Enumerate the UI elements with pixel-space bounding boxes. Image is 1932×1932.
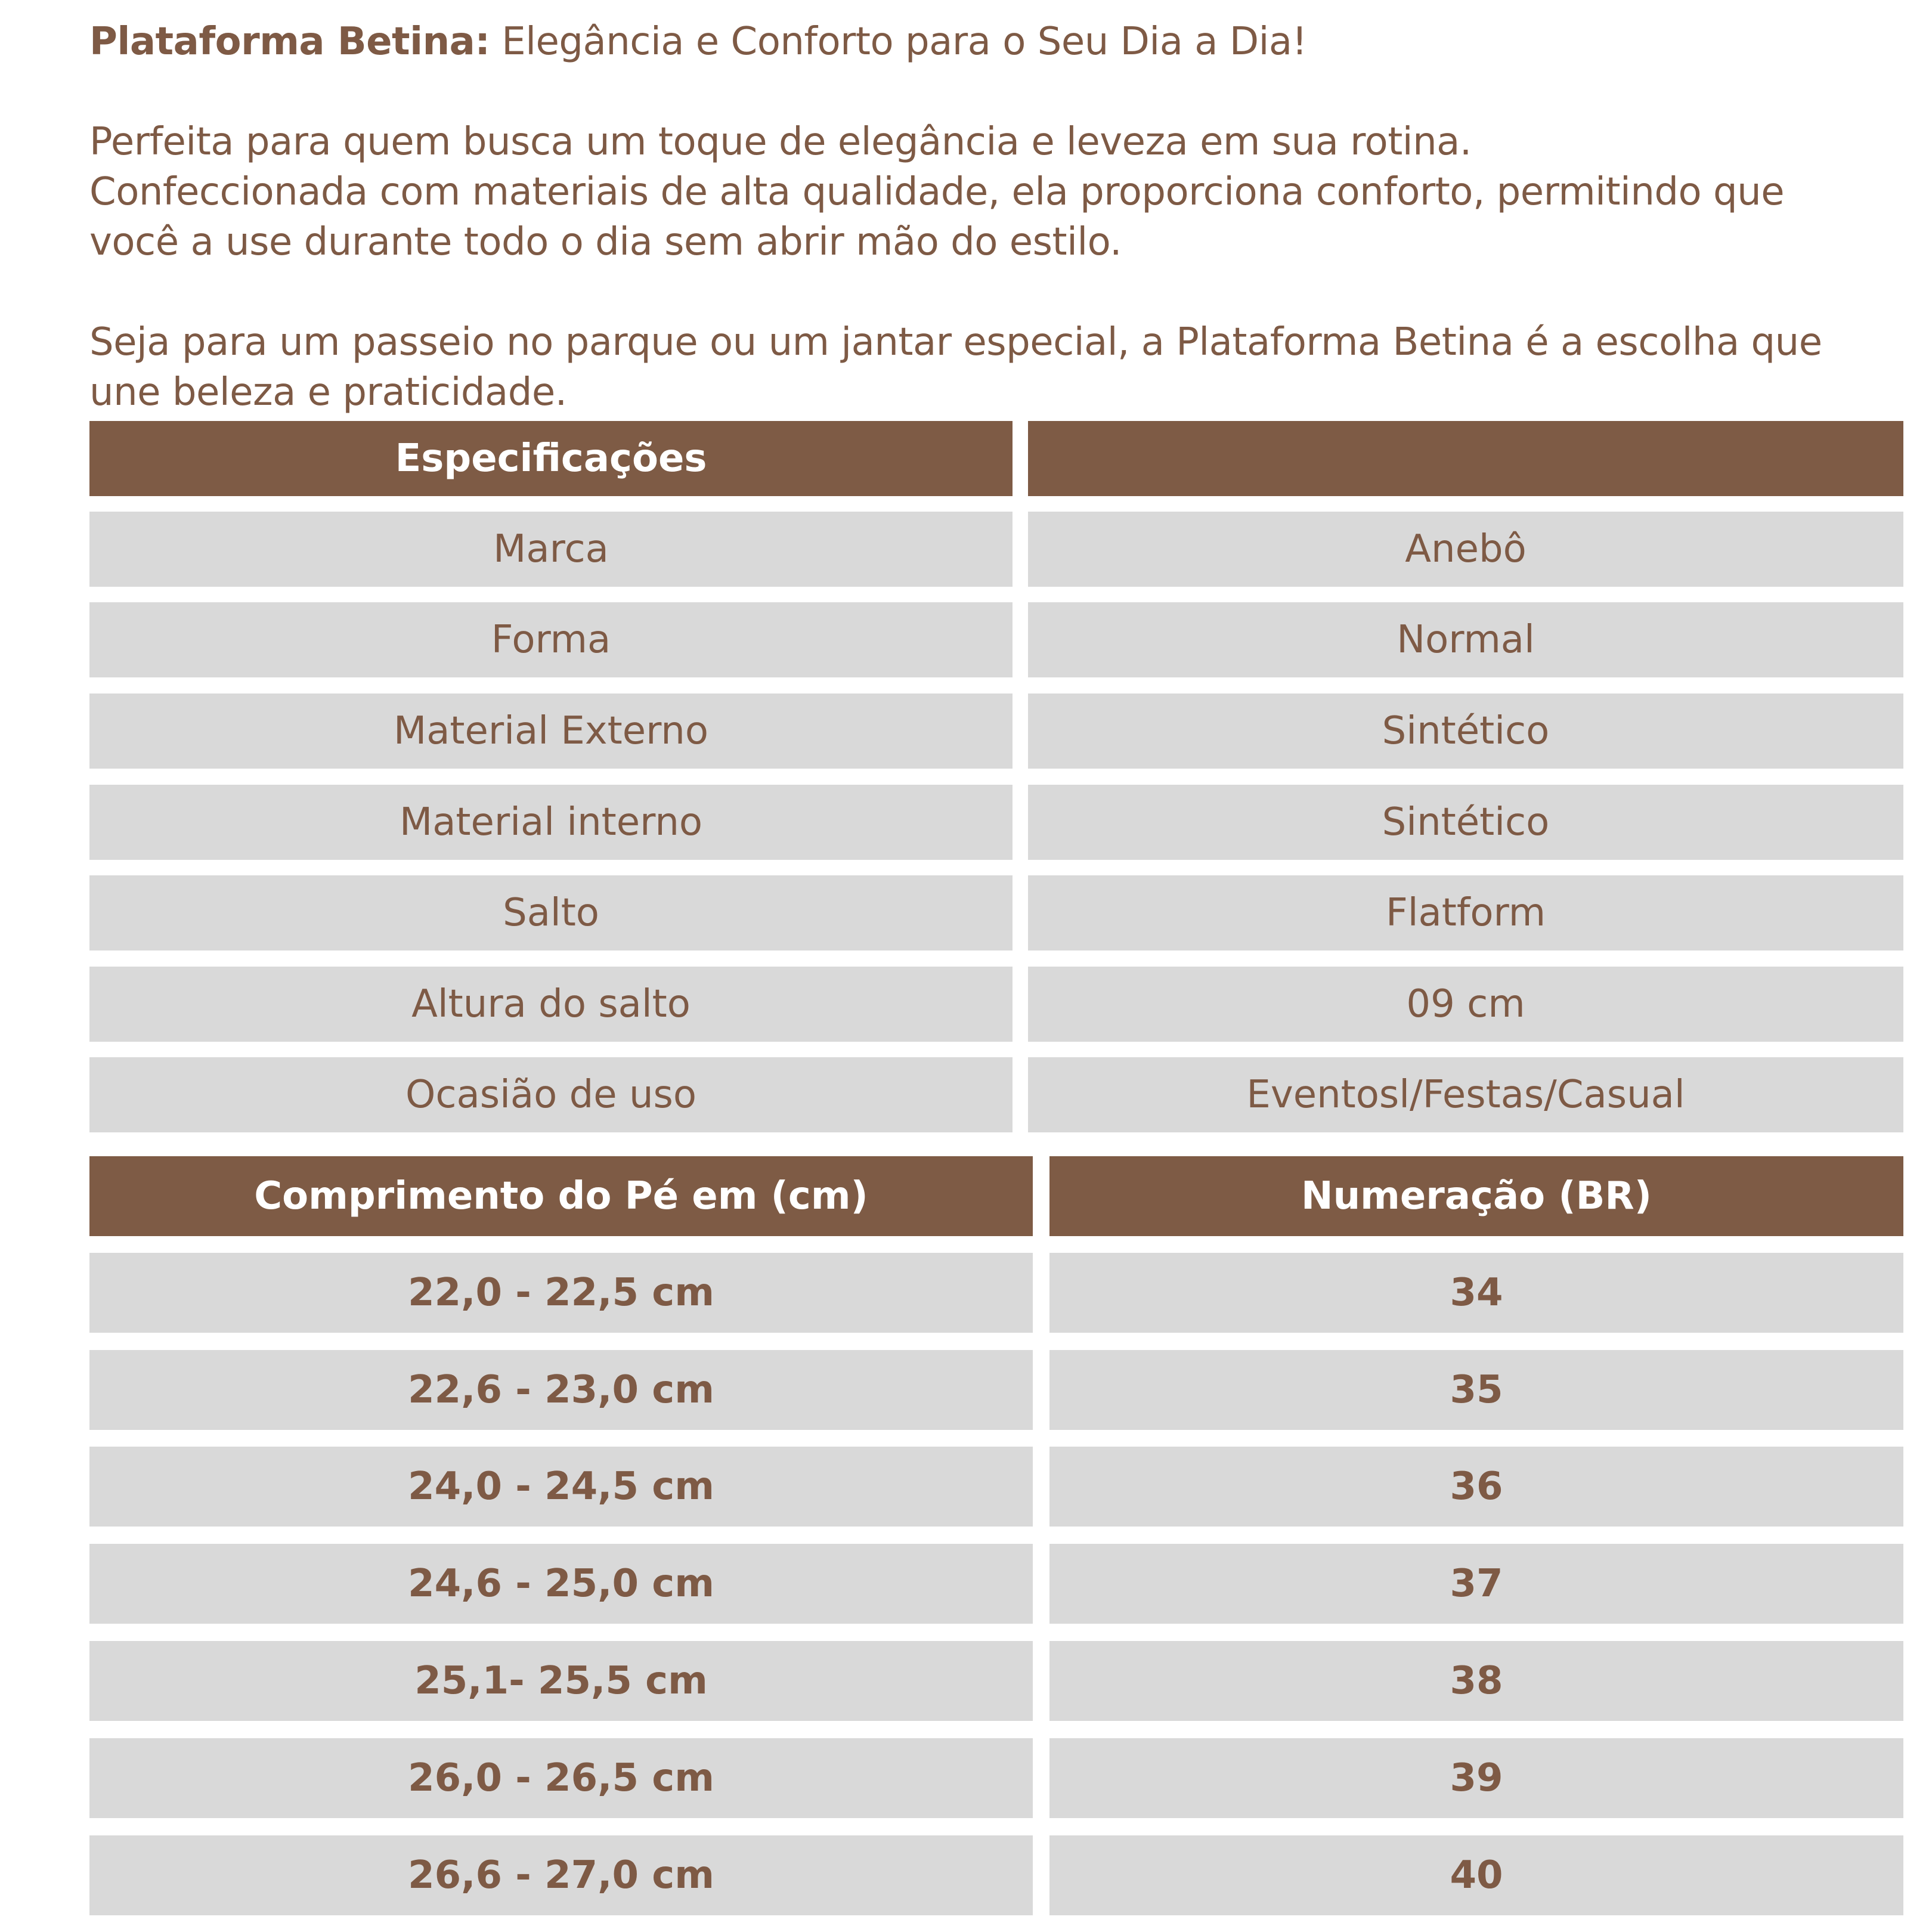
spec-value: Eventosl/Festas/Casual [1028, 1057, 1903, 1132]
foot-length-cell: 22,0 - 22,5 cm [89, 1253, 1033, 1333]
spec-label: Material interno [89, 785, 1013, 860]
description-paragraph: Seja para um passeio no parque ou um jantar especial, a Plataforma Betina é a escolha que une beleza e praticidade. [89, 320, 1822, 414]
foot-length-cell: 22,6 - 23,0 cm [89, 1350, 1033, 1430]
spec-value: Sintético [1028, 693, 1903, 769]
specifications-header: Especificações [89, 421, 1013, 496]
description-line: Confeccionada com materiais de alta qualidade, ela proporciona conforto, permitindo que você a use durante todo o dia sem abrir mão do estilo. [89, 170, 1785, 264]
br-size-cell: 37 [1049, 1544, 1903, 1624]
spec-label: Forma [89, 602, 1013, 677]
foot-length-cell: 25,1- 25,5 cm [89, 1641, 1033, 1721]
spec-value: Anebô [1028, 512, 1903, 587]
foot-length-cell: 26,0 - 26,5 cm [89, 1738, 1033, 1818]
br-size-cell: 34 [1049, 1253, 1903, 1333]
foot-length-cell: 24,6 - 25,0 cm [89, 1544, 1033, 1624]
br-size-cell: 39 [1049, 1738, 1903, 1818]
br-size-cell: 35 [1049, 1350, 1903, 1430]
spec-value: 09 cm [1028, 967, 1903, 1042]
spec-label: Ocasião de uso [89, 1057, 1013, 1132]
product-description [89, 17, 1878, 417]
foot-length-cell: 24,0 - 24,5 cm [89, 1447, 1033, 1527]
spec-value: Sintético [1028, 785, 1903, 860]
foot-length-cell: 26,6 - 27,0 cm [89, 1835, 1033, 1915]
specifications-header-right [1028, 421, 1903, 496]
spec-label: Salto [89, 875, 1013, 950]
product-headline [89, 17, 1878, 67]
spec-value: Flatform [1028, 875, 1903, 950]
spec-value: Normal [1028, 602, 1903, 677]
br-size-cell: 36 [1049, 1447, 1903, 1527]
br-size-cell: 38 [1049, 1641, 1903, 1721]
spec-label: Material Externo [89, 693, 1013, 769]
br-size-cell: 40 [1049, 1835, 1903, 1915]
spec-label: Altura do salto [89, 967, 1013, 1042]
product-tagline: Elegância e Conforto para o Seu Dia a Dia! [490, 20, 1307, 64]
description-line: Perfeita para quem busca um toque de elegância e leveza em sua rotina. [89, 120, 1472, 164]
foot-length-header: Comprimento do Pé em (cm) [89, 1156, 1033, 1236]
spec-label: Marca [89, 512, 1013, 587]
product-name: Plataforma Betina: [89, 20, 490, 64]
br-size-header: Numeração (BR) [1049, 1156, 1903, 1236]
